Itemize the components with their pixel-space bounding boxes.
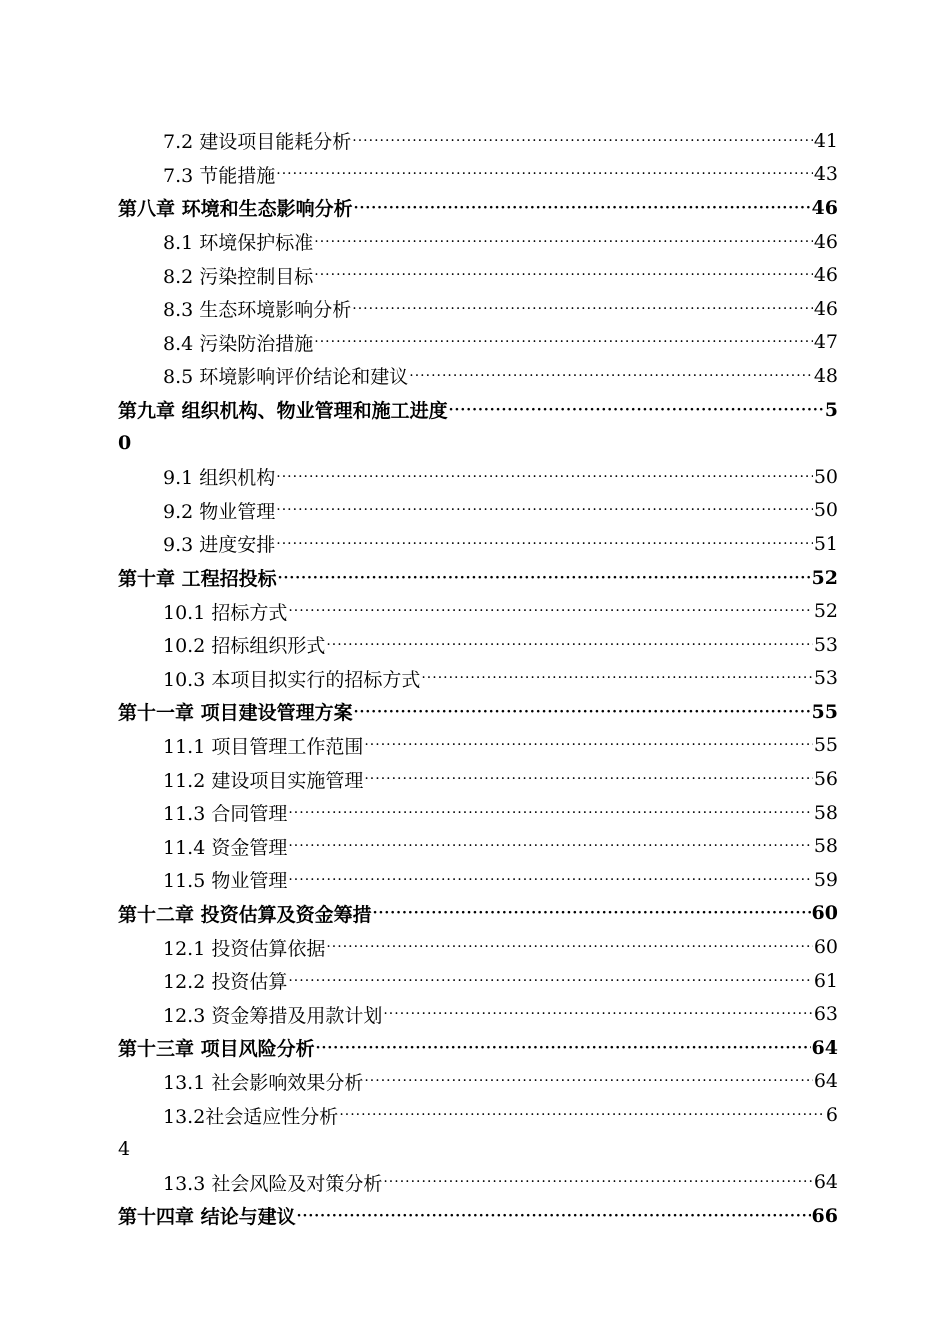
toc-entry-page: 58 <box>813 801 838 824</box>
toc-entry[interactable] <box>118 124 838 158</box>
toc-entry[interactable] <box>118 359 838 393</box>
dot-leader <box>316 1040 811 1056</box>
toc-entry-label: 第八章 环境和生态影响分析 <box>118 198 353 221</box>
toc-entry[interactable] <box>118 729 838 763</box>
toc-chapter-entry[interactable] <box>118 561 838 595</box>
dot-leader <box>409 368 813 384</box>
toc-entry-page: 56 <box>813 768 838 791</box>
toc-entry[interactable] <box>118 796 838 830</box>
toc-entry-label: 13.2社会适应性分析 <box>163 1105 339 1128</box>
toc-entry[interactable] <box>118 258 838 292</box>
toc-entry-label: 第十四章 结论与建议 <box>118 1206 296 1229</box>
dot-leader <box>314 234 813 250</box>
toc-entry-label: 11.5 物业管理 <box>163 870 288 893</box>
toc-entry-label: 7.2 建设项目能耗分析 <box>163 131 352 154</box>
toc-entry-page: 51 <box>813 532 838 555</box>
toc-entry-label: 第十二章 投资估算及资金筹措 <box>118 903 372 926</box>
toc-entry-label: 11.3 合同管理 <box>163 803 288 826</box>
toc-chapter-entry[interactable] <box>118 191 838 225</box>
dot-leader <box>449 402 824 418</box>
toc-entry[interactable] <box>118 460 838 494</box>
dot-leader <box>276 166 813 182</box>
toc-entry-label: 第十三章 项目风险分析 <box>118 1038 315 1061</box>
toc-entry[interactable] <box>118 628 838 662</box>
toc-entry-page: 46 <box>813 230 838 253</box>
toc-entry-page: 64 <box>813 1171 838 1194</box>
dot-leader <box>364 737 812 753</box>
toc-entry-page: 6 <box>825 1104 838 1127</box>
dot-leader <box>373 905 811 921</box>
toc-chapter-entry[interactable] <box>118 1031 838 1065</box>
toc-entry-label: 8.4 污染防治措施 <box>163 332 314 355</box>
table-of-contents <box>118 124 838 1233</box>
toc-chapter-entry[interactable] <box>118 1199 838 1233</box>
toc-entry[interactable] <box>118 964 838 998</box>
toc-entry-label: 第十章 工程招投标 <box>118 568 277 591</box>
toc-entry-wrap-line <box>118 1132 838 1166</box>
toc-entry-page: 63 <box>813 1003 838 1026</box>
toc-entry[interactable] <box>118 997 838 1031</box>
toc-entry-label: 7.3 节能措施 <box>163 164 276 187</box>
toc-entry[interactable] <box>118 1098 838 1132</box>
toc-entry-label: 13.1 社会影响效果分析 <box>163 1071 364 1094</box>
toc-entry[interactable] <box>118 762 838 796</box>
toc-entry-page: 55 <box>811 700 838 723</box>
toc-entry-label: 9.1 组织机构 <box>163 467 276 490</box>
toc-entry-page: 66 <box>811 1204 838 1227</box>
toc-entry-page: 61 <box>813 969 838 992</box>
toc-entry-wrap-line <box>118 426 838 460</box>
dot-leader <box>364 771 812 787</box>
toc-entry-label: 10.1 招标方式 <box>163 601 288 624</box>
dot-leader <box>364 1073 812 1089</box>
toc-entry-page: 46 <box>813 264 838 287</box>
toc-entry[interactable] <box>118 829 838 863</box>
toc-entry-label: 12.3 资金筹措及用款计划 <box>163 1004 383 1027</box>
toc-entry-label: 第十一章 项目建设管理方案 <box>118 702 353 725</box>
toc-entry-label: 11.1 项目管理工作范围 <box>163 735 364 758</box>
toc-entry-label: 12.2 投资估算 <box>163 971 288 994</box>
toc-entry[interactable] <box>118 494 838 528</box>
dot-leader <box>288 805 812 821</box>
toc-entry-page: 53 <box>813 633 838 656</box>
toc-entry-label: 12.1 投资估算依据 <box>163 937 326 960</box>
toc-entry-page: 50 <box>813 465 838 488</box>
dot-leader <box>421 670 812 686</box>
dot-leader <box>276 502 813 518</box>
dot-leader <box>354 704 811 720</box>
dot-leader <box>352 133 813 149</box>
dot-leader <box>276 536 813 552</box>
toc-entry-page: 60 <box>813 936 838 959</box>
dot-leader <box>288 838 812 854</box>
toc-entry-label: 9.3 进度安排 <box>163 534 276 557</box>
dot-leader <box>288 973 812 989</box>
toc-entry-page-continued: 0 <box>118 432 132 455</box>
toc-entry-page: 64 <box>813 1070 838 1093</box>
toc-entry-label: 11.4 资金管理 <box>163 836 288 859</box>
toc-entry[interactable] <box>118 527 838 561</box>
toc-entry-page: 46 <box>813 297 838 320</box>
toc-entry-label: 8.2 污染控制目标 <box>163 265 314 288</box>
toc-entry[interactable] <box>118 292 838 326</box>
toc-chapter-entry[interactable] <box>118 897 838 931</box>
toc-entry-page: 55 <box>813 734 838 757</box>
dot-leader <box>352 301 813 317</box>
toc-entry-label: 8.5 环境影响评价结论和建议 <box>163 366 409 389</box>
toc-entry-page: 5 <box>824 398 838 421</box>
toc-entry-label: 10.3 本项目拟实行的招标方式 <box>163 668 421 691</box>
toc-entry[interactable] <box>118 662 838 696</box>
dot-leader <box>314 267 813 283</box>
dot-leader <box>276 469 813 485</box>
toc-entry-label: 第九章 组织机构、物业管理和施工进度 <box>118 400 448 423</box>
toc-entry-page: 58 <box>813 835 838 858</box>
toc-entry-label: 11.2 建设项目实施管理 <box>163 769 364 792</box>
toc-entry-page: 52 <box>813 600 838 623</box>
toc-entry-page-continued: 4 <box>118 1137 131 1160</box>
toc-entry-label: 10.2 招标组织形式 <box>163 635 326 658</box>
toc-entry-label: 13.3 社会风险及对策分析 <box>163 1172 383 1195</box>
toc-entry-label: 8.1 环境保护标准 <box>163 232 314 255</box>
toc-entry-page: 41 <box>813 129 838 152</box>
toc-entry[interactable] <box>118 326 838 360</box>
toc-entry-page: 52 <box>811 566 838 589</box>
toc-entry-page: 47 <box>813 331 838 354</box>
dot-leader <box>339 1107 825 1123</box>
toc-entry[interactable] <box>118 863 838 897</box>
toc-entry-page: 50 <box>813 499 838 522</box>
toc-entry-page: 43 <box>813 163 838 186</box>
toc-entry[interactable] <box>118 225 838 259</box>
toc-entry-page: 53 <box>813 667 838 690</box>
dot-leader <box>278 570 811 586</box>
toc-entry-page: 48 <box>813 364 838 387</box>
toc-chapter-entry[interactable] <box>118 695 838 729</box>
dot-leader <box>314 334 813 350</box>
dot-leader <box>297 1208 811 1224</box>
dot-leader <box>288 603 812 619</box>
dot-leader <box>288 872 812 888</box>
toc-chapter-entry[interactable] <box>118 393 838 427</box>
dot-leader <box>326 637 812 653</box>
toc-entry-label: 8.3 生态环境影响分析 <box>163 299 352 322</box>
toc-entry[interactable] <box>118 1065 838 1099</box>
dot-leader <box>383 1174 812 1190</box>
dot-leader <box>326 939 812 955</box>
toc-entry[interactable] <box>118 594 838 628</box>
toc-entry[interactable] <box>118 930 838 964</box>
dot-leader <box>354 200 811 216</box>
dot-leader <box>383 1006 812 1022</box>
toc-entry-page: 60 <box>811 902 838 925</box>
toc-entry-page: 46 <box>811 196 838 219</box>
toc-entry-label: 9.2 物业管理 <box>163 500 276 523</box>
toc-entry[interactable] <box>118 1165 838 1199</box>
toc-entry[interactable] <box>118 158 838 192</box>
toc-entry-page: 59 <box>813 868 838 891</box>
toc-entry-page: 64 <box>811 1036 838 1059</box>
